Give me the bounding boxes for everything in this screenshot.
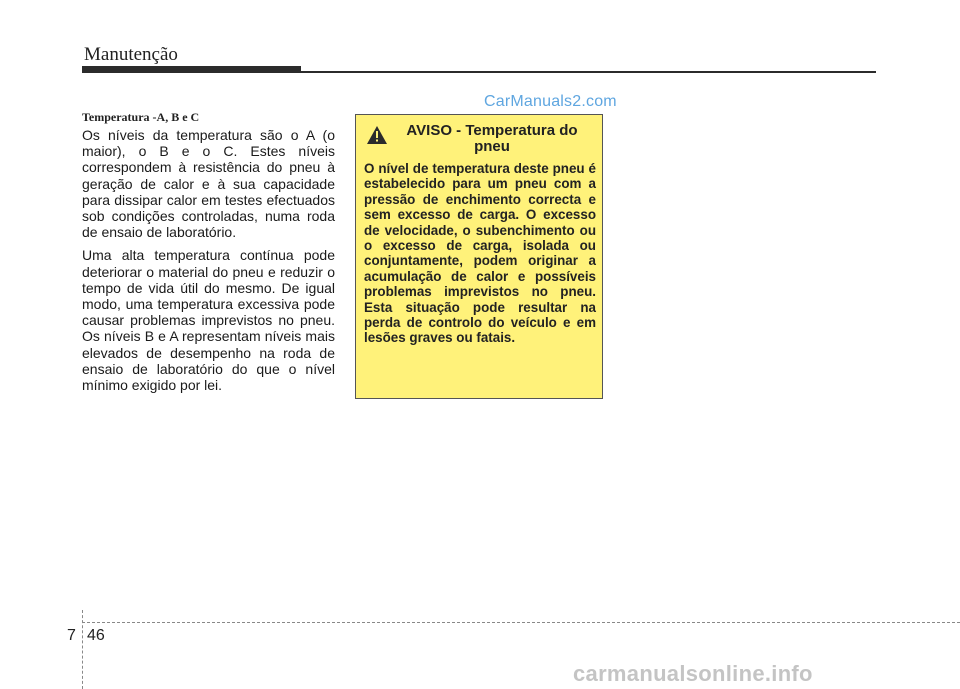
watermark-top: CarManuals2.com (484, 93, 617, 110)
page-number: 46 (87, 627, 105, 644)
header-rule-thick (82, 66, 301, 73)
footer-rule (82, 622, 960, 623)
warning-triangle-icon (366, 125, 388, 145)
warning-text: O nível de temperatura deste pneu é estabelecido para um pneu com a pressão de enchimento correcta e sem excesso de carga. O excesso de velocidade, o subenchimento ou o excesso de carga, isolada ou conjuntamente, podem originar a acumulação de calor e possíveis problemas imprevistos no pneu. Esta situação pode resultar na perda de controlo do veículo e em lesões graves ou fatais. (364, 161, 596, 346)
header-rule-thin (301, 71, 876, 73)
warning-box (355, 114, 603, 399)
warning-header (364, 123, 596, 155)
page-chapter-number: 7 (67, 627, 76, 644)
warning-title: AVISO - Temperatura do pneu (406, 122, 578, 155)
page-header-title: Manutenção (84, 44, 178, 65)
section-heading: Temperatura -A, B e C (82, 110, 200, 124)
watermark-bottom: carmanualsonline.info (573, 661, 813, 686)
body-paragraph-1: Os níveis da temperatura são o A (o maior), o B e o C. Estes níveis correspondem à resistência do pneu à geração de calor e à sua capacidade para dissipar calor em testes efectuados sob condições controladas, numa roda de ensaio de laboratório. (82, 127, 335, 241)
body-column (82, 127, 335, 400)
body-paragraph-2: Uma alta temperatura contínua pode deteriorar o material do pneu e reduzir o tempo de vida útil do mesmo. De igual modo, uma temperatura excessiva pode causar problemas imprevistos no pneu. Os níveis B e A representam níveis mais elevados de desempenho na roda de ensaio de laboratório do que o nível mínimo exigido por lei. (82, 247, 335, 394)
